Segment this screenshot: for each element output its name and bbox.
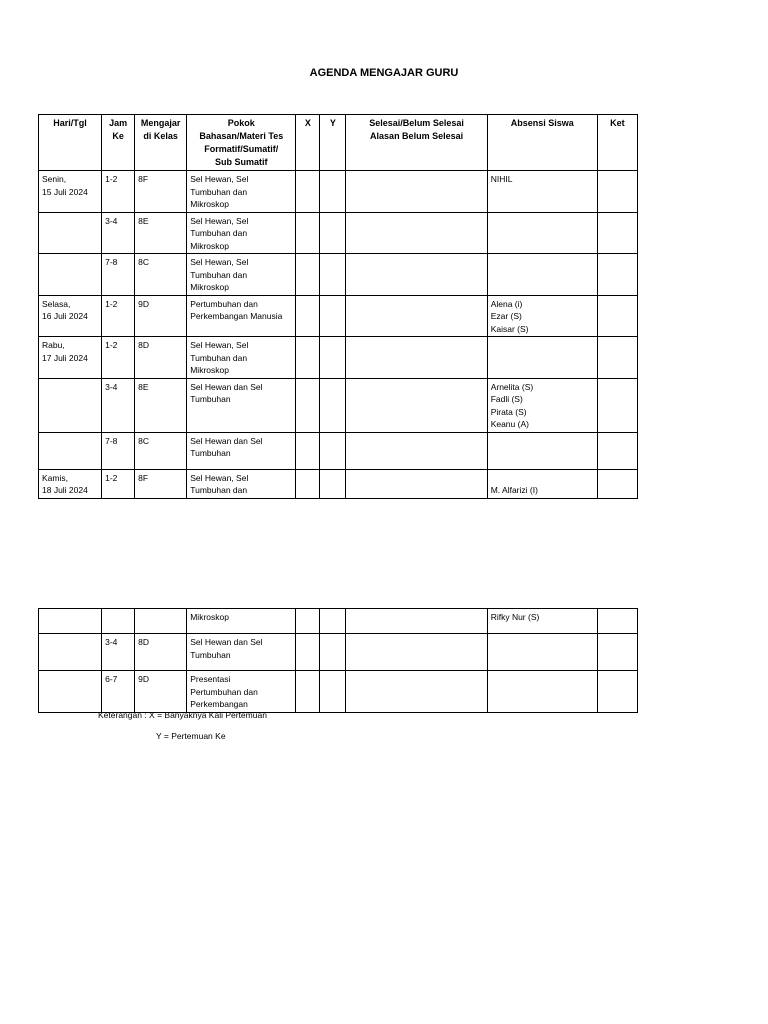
cell-jam-ke xyxy=(102,609,135,634)
cell-x xyxy=(296,337,320,379)
text-line: Kaisar (S) xyxy=(490,323,529,334)
cell-materi xyxy=(187,634,296,671)
table-row xyxy=(39,469,638,498)
cell-y xyxy=(320,432,346,469)
cell-y xyxy=(320,378,346,432)
text-line: Pertumbuhan dan xyxy=(190,298,258,309)
text-line: Tumbuhan dan xyxy=(190,228,248,238)
text-line: 18 Juli 2024 xyxy=(42,485,88,495)
cell-selesai xyxy=(346,337,487,379)
cell-hari-tgl xyxy=(39,634,102,671)
cell-y xyxy=(320,295,346,337)
text-line: NIHIL xyxy=(490,174,513,184)
text-line: Keanu (A) xyxy=(490,419,529,429)
text-line: Alasan Belum Selesai xyxy=(370,131,464,141)
cell-kelas: 8C xyxy=(135,432,187,469)
cell-jam-ke: 3-4 xyxy=(102,378,135,432)
cell-y xyxy=(320,212,346,254)
keterangan-line-2: Y = Pertemuan Ke xyxy=(156,731,226,741)
cell-absensi xyxy=(487,295,597,337)
cell-hari-tgl xyxy=(39,295,102,337)
text-line: Presentasi xyxy=(190,674,231,684)
header-x xyxy=(296,115,320,171)
cell-kelas: 9D xyxy=(135,295,187,337)
table-row xyxy=(39,378,638,432)
cell-hari-tgl xyxy=(39,432,102,469)
text-line: Jam xyxy=(109,118,128,128)
cell-x xyxy=(296,634,320,671)
header-hari-tgl xyxy=(39,115,102,171)
text-line: M. Alfarizi (I) xyxy=(490,484,538,495)
text-line: Bahasan/Materi Tes xyxy=(199,131,284,141)
text-line: Formatif/Sumatif/ xyxy=(204,144,279,154)
cell-absensi xyxy=(487,671,597,713)
text-line: Tumbuhan dan xyxy=(190,269,248,280)
cell-kelas: 8C xyxy=(135,254,187,296)
table-row xyxy=(39,212,638,254)
cell-kelas: 8D xyxy=(135,337,187,379)
cell-y xyxy=(320,337,346,379)
cell-ket xyxy=(597,634,637,671)
cell-ket xyxy=(597,337,637,379)
cell-x xyxy=(296,671,320,713)
cell-ket xyxy=(597,432,637,469)
cell-absensi xyxy=(487,432,597,469)
text-line: di Kelas xyxy=(143,131,178,141)
text-line: Pirata (S) xyxy=(490,406,527,417)
cell-x xyxy=(296,295,320,337)
cell-materi xyxy=(187,469,296,498)
text-line: Hari/Tgl xyxy=(53,118,87,128)
cell-jam-ke: 3-4 xyxy=(102,634,135,671)
cell-ket xyxy=(597,469,637,498)
cell-absensi xyxy=(487,337,597,379)
text-line: Selasa, xyxy=(42,298,71,309)
cell-x xyxy=(296,469,320,498)
text-line: Ke xyxy=(112,131,124,141)
cell-x xyxy=(296,254,320,296)
cell-ket xyxy=(597,254,637,296)
cell-hari-tgl xyxy=(39,469,102,498)
cell-hari-tgl xyxy=(39,212,102,254)
text-line: Mikroskop xyxy=(190,199,229,209)
cell-jam-ke: 3-4 xyxy=(102,212,135,254)
cell-selesai xyxy=(346,609,487,634)
text-line: 16 Juli 2024 xyxy=(42,311,88,321)
cell-selesai xyxy=(346,378,487,432)
cell-selesai xyxy=(346,171,487,213)
cell-selesai xyxy=(346,671,487,713)
table-row xyxy=(39,295,638,337)
header-ket xyxy=(597,115,637,171)
cell-jam-ke: 7-8 xyxy=(102,254,135,296)
cell-kelas: 8F xyxy=(135,469,187,498)
cell-y xyxy=(320,609,346,634)
cell-kelas: 8E xyxy=(135,378,187,432)
header-pokok-bahasan xyxy=(187,115,296,171)
cell-ket xyxy=(597,378,637,432)
text-line: Sel Hewan, Sel xyxy=(190,257,249,267)
cell-materi xyxy=(187,295,296,337)
text-line: Perkembangan xyxy=(190,699,248,709)
cell-y xyxy=(320,469,346,498)
cell-hari-tgl xyxy=(39,609,102,634)
agenda-table xyxy=(38,114,638,499)
cell-kelas: 8D xyxy=(135,634,187,671)
cell-kelas: 9D xyxy=(135,671,187,713)
text-line: Mikroskop xyxy=(190,612,229,622)
cell-kelas: 8F xyxy=(135,171,187,213)
table-row xyxy=(39,254,638,296)
text-line: Sel Hewan, Sel xyxy=(190,215,249,226)
header-jam-ke xyxy=(102,115,135,171)
text-line: Sel Hewan dan Sel xyxy=(190,637,263,647)
cell-x xyxy=(296,212,320,254)
text-line: Absensi Siswa xyxy=(510,118,574,128)
cell-absensi xyxy=(487,254,597,296)
cell-hari-tgl xyxy=(39,254,102,296)
text-line: Senin, xyxy=(42,174,67,184)
text-line: Tumbuhan dan xyxy=(190,485,248,495)
text-line: Tumbuhan dan xyxy=(190,352,248,363)
table-row xyxy=(39,337,638,379)
header-absensi xyxy=(487,115,597,171)
text-line: Tumbuhan xyxy=(190,448,231,458)
text-line: Kamis, xyxy=(42,472,68,483)
cell-materi xyxy=(187,609,296,634)
cell-kelas xyxy=(135,609,187,634)
text-line: Rabu, xyxy=(42,340,65,350)
cell-materi xyxy=(187,671,296,713)
cell-y xyxy=(320,254,346,296)
text-line: Sub Sumatif xyxy=(215,157,268,167)
text-line: Tumbuhan dan xyxy=(190,186,248,197)
cell-kelas: 8E xyxy=(135,212,187,254)
text-line: Mikroskop xyxy=(190,365,229,375)
text-line: Ezar (S) xyxy=(490,311,522,321)
cell-selesai xyxy=(346,212,487,254)
text-line: Sel Hewan, Sel xyxy=(190,472,249,483)
header-y xyxy=(320,115,346,171)
text-line: Mikroskop xyxy=(190,282,229,292)
table-row xyxy=(39,634,638,671)
cell-absensi xyxy=(487,171,597,213)
text-line: Mikroskop xyxy=(190,240,229,251)
cell-absensi xyxy=(487,634,597,671)
cell-jam-ke: 1-2 xyxy=(102,337,135,379)
cell-y xyxy=(320,171,346,213)
cell-materi xyxy=(187,254,296,296)
table-row xyxy=(39,609,638,634)
text-line: Tumbuhan xyxy=(190,649,231,660)
cell-hari-tgl xyxy=(39,171,102,213)
text-line: Tumbuhan xyxy=(190,394,231,404)
text-line: 17 Juli 2024 xyxy=(42,352,88,363)
cell-x xyxy=(296,609,320,634)
cell-jam-ke: 7-8 xyxy=(102,432,135,469)
cell-hari-tgl xyxy=(39,671,102,713)
cell-jam-ke: 6-7 xyxy=(102,671,135,713)
header-selesai xyxy=(346,115,487,171)
cell-hari-tgl xyxy=(39,378,102,432)
cell-x xyxy=(296,171,320,213)
table-header-row xyxy=(39,115,638,171)
cell-ket xyxy=(597,212,637,254)
cell-jam-ke: 1-2 xyxy=(102,469,135,498)
cell-jam-ke: 1-2 xyxy=(102,171,135,213)
text-line: Pokok xyxy=(227,118,255,128)
table-row xyxy=(39,432,638,469)
keterangan-line-1: Keterangan : X = Banyaknya Kali Pertemuan xyxy=(98,710,267,720)
cell-absensi xyxy=(487,212,597,254)
cell-materi xyxy=(187,212,296,254)
cell-ket xyxy=(597,295,637,337)
table-row xyxy=(39,171,638,213)
cell-jam-ke: 1-2 xyxy=(102,295,135,337)
text-line: Sel Hewan dan Sel xyxy=(190,435,263,446)
text-line: 15 Juli 2024 xyxy=(42,186,88,197)
text-line: Sel Hewan, Sel xyxy=(190,340,249,350)
cell-absensi xyxy=(487,469,597,498)
text-line: Sel Hewan dan Sel xyxy=(190,381,263,392)
cell-y xyxy=(320,634,346,671)
text-line: Pertumbuhan dan xyxy=(190,686,258,697)
cell-materi xyxy=(187,171,296,213)
cell-materi xyxy=(187,432,296,469)
text-line: Sel Hewan, Sel xyxy=(190,174,249,184)
cell-absensi xyxy=(487,378,597,432)
cell-absensi xyxy=(487,609,597,634)
cell-x xyxy=(296,378,320,432)
text-line: Mengajar xyxy=(140,118,181,128)
text-line: Fadli (S) xyxy=(490,394,523,404)
cell-materi xyxy=(187,378,296,432)
text-line: Arnelita (S) xyxy=(490,381,534,392)
cell-ket xyxy=(597,171,637,213)
cell-x xyxy=(296,432,320,469)
cell-ket xyxy=(597,609,637,634)
cell-selesai xyxy=(346,254,487,296)
cell-selesai xyxy=(346,432,487,469)
text-line: Ket xyxy=(610,118,625,128)
document-title: AGENDA MENGAJAR GURU xyxy=(309,67,459,79)
text-line: Y xyxy=(329,118,336,128)
cell-ket xyxy=(597,671,637,713)
text-line: Alena (i) xyxy=(490,298,523,309)
cell-selesai xyxy=(346,634,487,671)
text-line: Selesai/Belum Selesai xyxy=(369,118,464,128)
text-line: Perkembangan Manusia xyxy=(190,311,283,321)
agenda-table-continued xyxy=(38,608,638,713)
table-row xyxy=(39,671,638,713)
cell-selesai xyxy=(346,469,487,498)
header-mengajar xyxy=(135,115,187,171)
cell-hari-tgl xyxy=(39,337,102,379)
cell-selesai xyxy=(346,295,487,337)
cell-materi xyxy=(187,337,296,379)
cell-y xyxy=(320,671,346,713)
text-line: X xyxy=(304,118,311,128)
text-line: Rifky Nur (S) xyxy=(490,612,540,622)
